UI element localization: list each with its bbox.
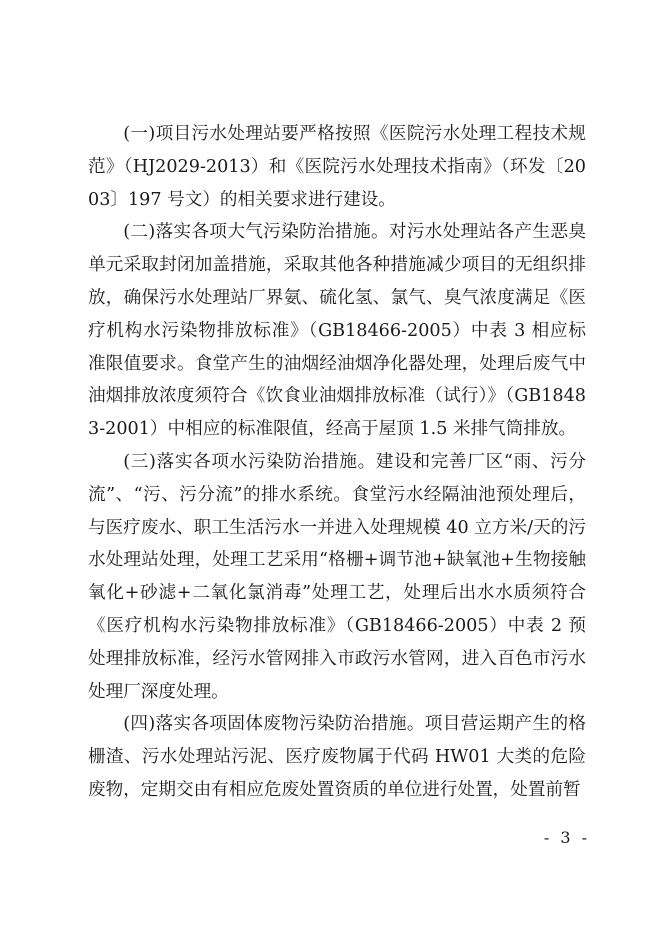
paragraph-4-label: (四)	[123, 714, 156, 735]
paragraph-2-text: 落实各项大气污染防治措施。对污水处理站各产生恶臭单元采取封闭加盖措施，采取其他各种措施减少项目的无组织排放，确保污水处理站厂界氨、硫化氢、氯气、臭气浓度满足《医疗机构水污染物排放标准》（GB18466-2005）中表 3 相应标准限值要求。食堂产生的油烟经油烟净化器处理，处理后废气中油烟排放浓度须符合《饮食业油烟排放标准（试行）》（GB18483-2001）中相应的标准限值，经高于屋顶 1.5 米排气筒排放。	[88, 222, 586, 440]
paragraph-3	[88, 446, 586, 708]
paragraph-2	[88, 216, 586, 446]
paragraph-1-label: (一)	[123, 124, 156, 144]
document-body	[88, 118, 586, 807]
paragraph-3-label: (三)	[123, 451, 156, 472]
page-number: - 3 -	[543, 828, 590, 847]
paragraph-3-text: 落实各项水污染防治措施。建设和完善厂区“雨、污分流”、“污、污分流”的排水系统。食堂污水经隔油池预处理后，与医疗废水、职工生活污水一并进入处理规模 40 立方米/天的污水处理站处理，处理工艺采用“格栅+调节池+缺氧池+生物接触氧化+砂滤+二氧化氯消毒”处理工艺，处理后出水水质须符合《医疗机构水污染物排放标准》（GB18466-2005）中表 2 预处理排放标准，经污水管网排入市政污水管网，进入百色市污水处理厂深度处理。	[88, 451, 587, 702]
paragraph-4-text: 落实各项固体废物污染防治措施。项目营运期产生的格栅渣、污水处理站污泥、医疗废物属于代码 HW01 大类的危险废物，定期交由有相应危废处置资质的单位进行处置，处置前暂	[88, 714, 586, 800]
paragraph-2-label: (二)	[123, 222, 156, 243]
paragraph-1	[88, 118, 586, 216]
paragraph-4	[88, 708, 586, 806]
paragraph-1-text: 项目污水处理站要严格按照《医院污水处理工程技术规范》（HJ2029-2013）和《医院污水处理技术指南》（环发〔2003〕197 号文）的相关要求进行建设。	[88, 124, 586, 210]
